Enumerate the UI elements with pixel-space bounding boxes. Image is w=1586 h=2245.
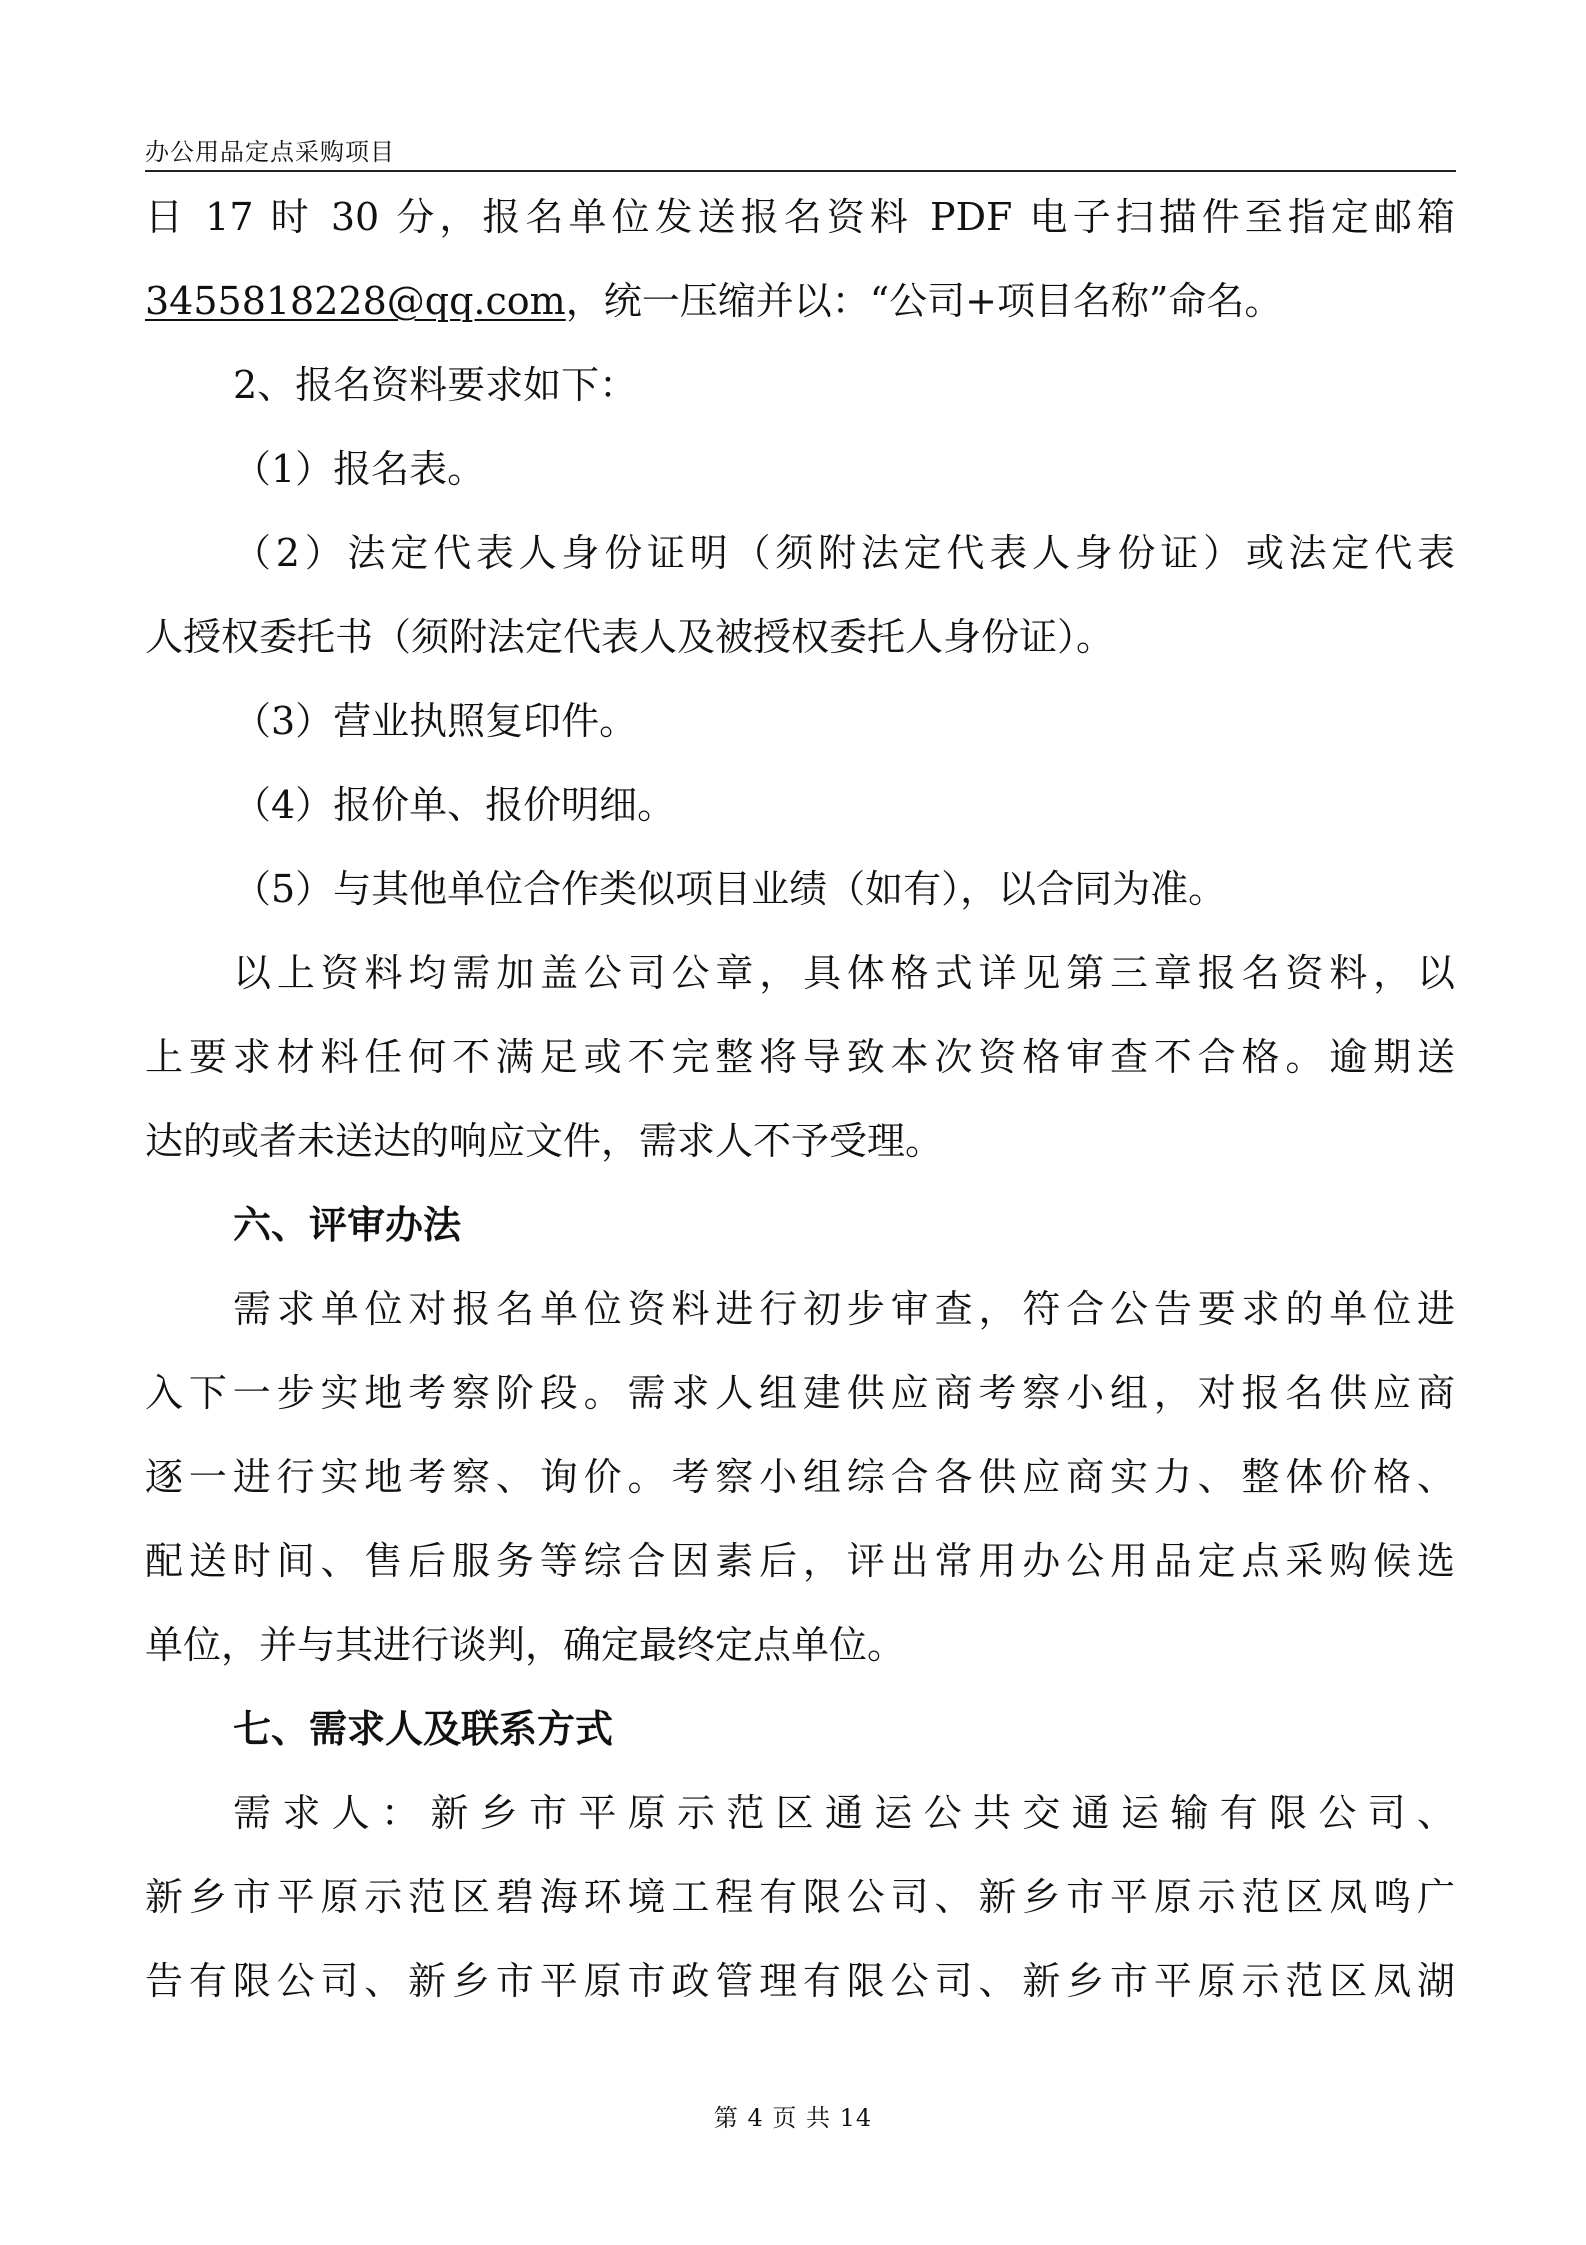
paragraph-text: ，统一压缩并以：“公司+项目名称”命名。	[565, 279, 1283, 323]
paragraph-line: 达的或者未送达的响应文件，需求人不予受理。	[145, 1119, 944, 1163]
requirement-item-4: （4）报价单、报价明细。	[233, 783, 676, 827]
paragraph-line: 单位，并与其进行谈判，确定最终定点单位。	[145, 1623, 906, 1667]
paragraph-line: 以上资料均需加盖公司公章，具体格式详见第三章报名资料，以	[233, 951, 1455, 995]
paragraph-line: 需求人：新乡市平原示范区通运公共交通运输有限公司、	[233, 1791, 1455, 1835]
paragraph-line: 新乡市平原示范区碧海环境工程有限公司、新乡市平原示范区凤鸣广	[145, 1875, 1455, 1919]
header-divider	[145, 170, 1456, 172]
requirement-item-2: （2）法定代表人身份证明（须附法定代表人身份证）或法定代表	[233, 531, 1455, 575]
paragraph-line: 入下一步实地考察阶段。需求人组建供应商考察小组，对报名供应商	[145, 1371, 1455, 1415]
document-body	[145, 175, 1455, 2023]
requirement-item-1: （1）报名表。	[233, 447, 486, 491]
paragraph-line: 需求单位对报名单位资料进行初步审查，符合公告要求的单位进	[233, 1287, 1455, 1331]
requirement-item-3: （3）营业执照复印件。	[233, 699, 638, 743]
page-header: 办公用品定点采购项目	[145, 138, 395, 166]
requirement-item-5: （5）与其他单位合作类似项目业绩（如有），以合同为准。	[233, 867, 1227, 911]
requirement-item-2-cont: 人授权委托书（须附法定代表人及被授权委托人身份证）。	[145, 615, 1115, 659]
paragraph-line: 告有限公司、新乡市平原市政管理有限公司、新乡市平原示范区凤湖	[145, 1959, 1455, 2003]
requirements-intro: 2、报名资料要求如下：	[233, 363, 638, 407]
section-heading-review: 六、评审办法	[233, 1202, 462, 1247]
paragraph-line-email	[145, 259, 1455, 343]
email-link[interactable]: 3455818228@qq.com	[145, 279, 566, 323]
section-heading-contact: 七、需求人及联系方式	[233, 1706, 614, 1751]
paragraph-line: 逐一进行实地考察、询价。考察小组综合各供应商实力、整体价格、	[145, 1455, 1455, 1499]
paragraph-line: 日 17 时 30 分，报名单位发送报名资料 PDF 电子扫描件至指定邮箱	[145, 195, 1455, 239]
page-number: 第 4 页 共 14	[713, 2104, 873, 2132]
paragraph-line: 上要求材料任何不满足或不完整将导致本次资格审查不合格。逾期送	[145, 1035, 1455, 1079]
paragraph-line: 配送时间、售后服务等综合因素后，评出常用办公用品定点采购候选	[145, 1539, 1455, 1583]
